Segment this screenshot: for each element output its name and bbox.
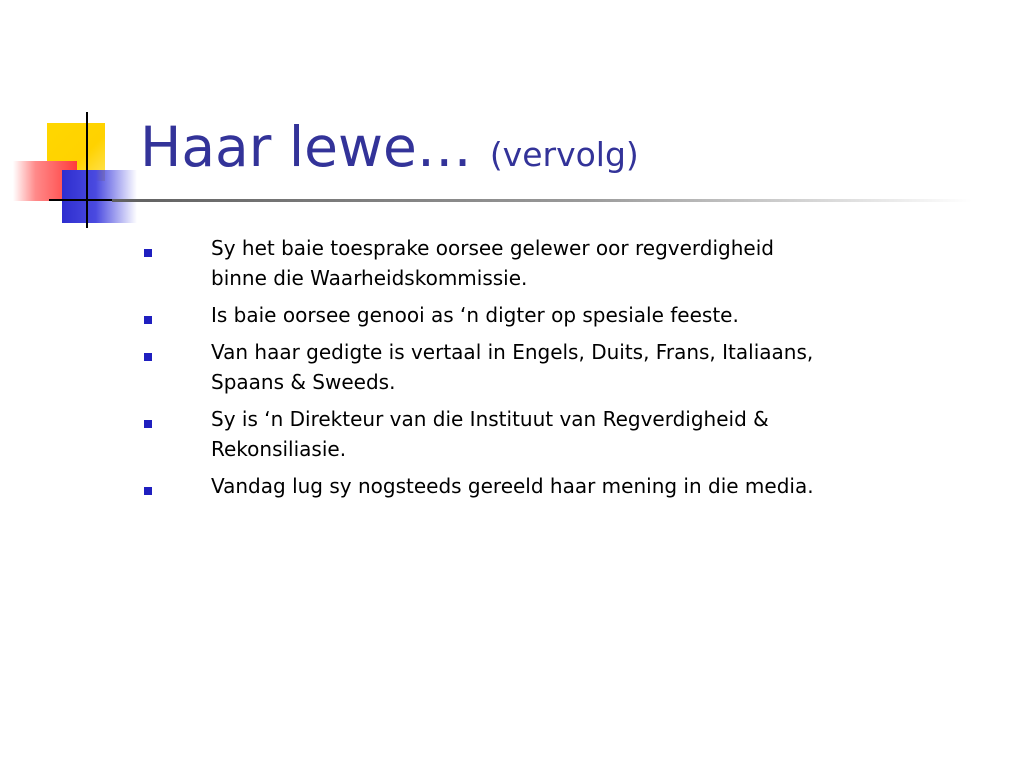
decorative-horizontal-line xyxy=(49,199,119,201)
bullet-square-icon xyxy=(144,487,152,495)
slide-title xyxy=(140,115,639,179)
slide-title-main: Haar lewe… xyxy=(140,115,472,179)
decorative-blue-square xyxy=(62,170,137,223)
slide-title-sub: (vervolg) xyxy=(489,135,639,174)
bullet-item xyxy=(140,404,830,464)
bullet-text: Is baie oorsee genooi as ‘n digter op spesiale feeste. xyxy=(211,303,739,327)
bullet-text: Sy het baie toesprake oorsee gelewer oor regverdigheid binne die Waarheidskommissie. xyxy=(211,236,774,290)
bullet-square-icon xyxy=(144,249,152,257)
bullet-list xyxy=(140,233,830,508)
bullet-square-icon xyxy=(144,353,152,361)
bullet-item xyxy=(140,471,830,501)
bullet-item xyxy=(140,337,830,397)
bullet-square-icon xyxy=(144,420,152,428)
decorative-vertical-line xyxy=(86,112,88,228)
bullet-item xyxy=(140,300,830,330)
bullet-item xyxy=(140,233,830,293)
bullet-text: Vandag lug sy nogsteeds gereeld haar mening in die media. xyxy=(211,474,814,498)
bullet-text: Van haar gedigte is vertaal in Engels, Duits, Frans, Italiaans, Spaans & Sweeds. xyxy=(211,340,814,394)
bullet-text: Sy is ‘n Direkteur van die Instituut van Regverdigheid & Rekonsiliasie. xyxy=(211,407,769,461)
bullet-square-icon xyxy=(144,316,152,324)
title-underline-rule xyxy=(112,199,972,202)
